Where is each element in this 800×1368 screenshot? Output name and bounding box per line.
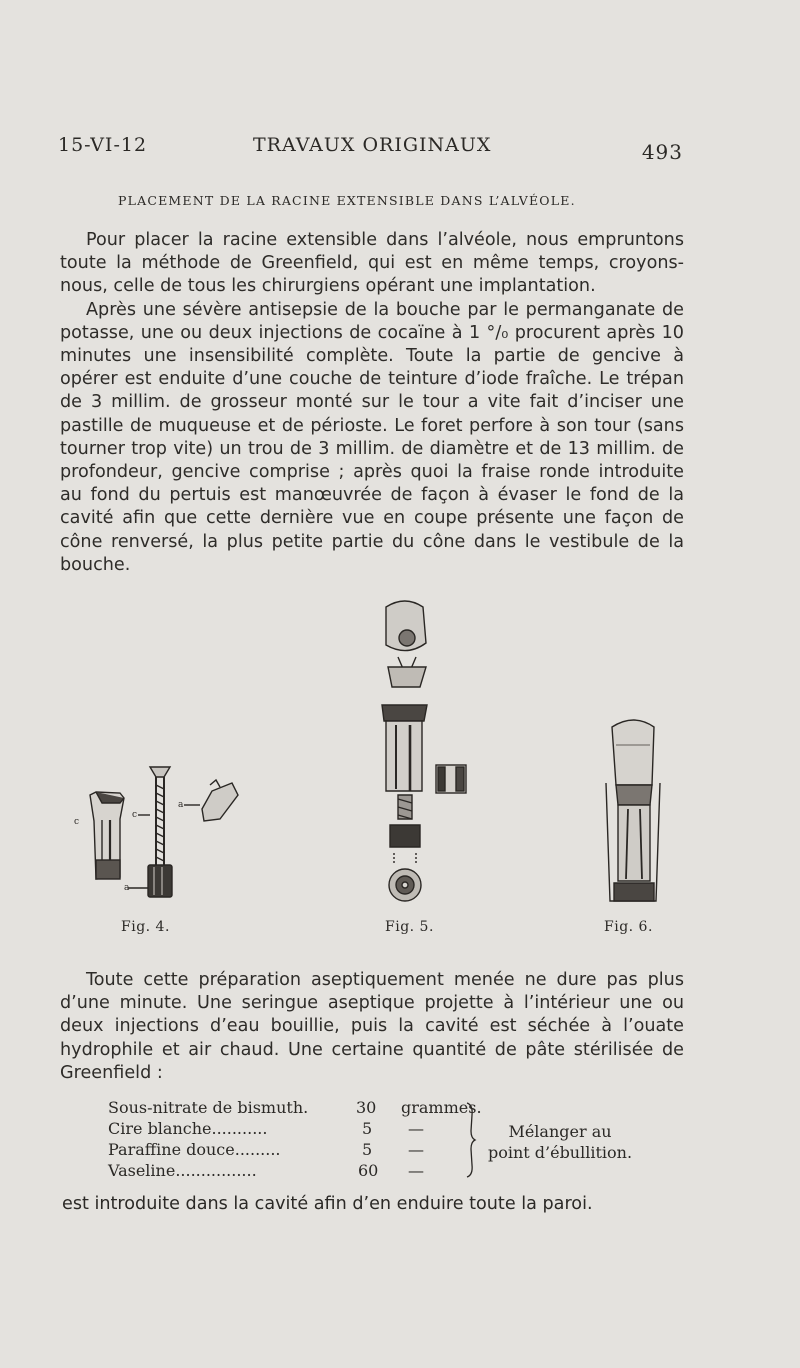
fig6-drawing	[606, 720, 660, 901]
figure-plate	[60, 595, 700, 940]
ingredient-unit: —	[408, 1161, 424, 1180]
ingredient-qty: 30	[356, 1098, 377, 1117]
recipe-row	[108, 1160, 668, 1181]
ingredient-qty: 5	[362, 1140, 373, 1159]
fig4-label-c1: c	[74, 817, 80, 827]
ingredient-unit: grammes.	[401, 1098, 482, 1117]
page-number: 493	[641, 140, 683, 164]
mixing-note-line2: point d’ébullition.	[487, 1143, 633, 1162]
ingredient-qty: 5	[362, 1119, 373, 1138]
fig5-drawing	[382, 601, 466, 901]
mixing-note-line1: Mélanger au	[508, 1122, 612, 1141]
ingredient-qty: 60	[358, 1161, 379, 1180]
issue-date: 15-VI-12	[58, 134, 148, 156]
ingredient-unit: —	[408, 1140, 424, 1159]
fig6-caption: Fig. 6.	[604, 919, 653, 935]
paragraph-2: Après une sévère antisepsie de la bouche par le permanganate de potasse, une ou deux injections de cocaïne à 1 °/₀ procurent après 10 minutes une insensibilité complète. Toute la partie de gencive à opérer est enduite d’une couche de teinture d’iode fraîche. Le trépan de 3 millim. de grosseur monté sur le tour a vite fait d’inciser une pastille de muqueuse et de périoste. Le foret perfore à son tour (sans tourner trop vite) un trou de 3 millim. de diamètre et de 13 millim. de profondeur, gencive comprise ; après quoi la fraise ronde introduite au fond du pertuis est manœuvrée de façon à évaser le fond de la cavité afin que cette dernière vue en coupe présente une façon de cône renversé, la plus petite partie du cône dans le vestibule de la bouche.	[60, 299, 684, 575]
fig4-label-a1: a	[124, 883, 130, 893]
paragraph-1: Pour placer la racine extensible dans l’alvéole, nous empruntons toute la méthode de Greenfield, qui est en même temps, croyons-nous, celle de tous les chirurgiens opérant une implantation.	[60, 230, 684, 297]
ingredient-name: Paraffine douce.........	[108, 1140, 281, 1159]
body-text-bottom	[60, 969, 684, 1085]
recipe-row	[108, 1097, 668, 1118]
section-title: PLACEMENT DE LA RACINE EXTENSIBLE DANS L’ALVÉOLE.	[118, 193, 576, 208]
running-head	[58, 134, 683, 164]
fig4-label-a2: a	[178, 800, 184, 810]
mixing-note	[480, 1121, 640, 1163]
paragraph-3: Toute cette préparation aseptiquement menée ne dure pas plus d’une minute. Une seringue aseptique projette à l’intérieur une ou deux injections d’eau bouillie, puis la cavité est séchée à l’ouate hydrophile et air chaud. Une certaine quantité de pâte stérilisée de Greenfield :	[60, 970, 684, 1083]
ingredient-name: Vaseline................	[108, 1161, 257, 1180]
closing-line: est introduite dans la cavité afin d’en enduire toute la paroi.	[62, 1194, 593, 1214]
ingredient-unit: —	[408, 1119, 424, 1138]
figure-drawings	[60, 595, 700, 940]
fig4-drawing	[90, 767, 238, 897]
journal-section: TRAVAUX ORIGINAUX	[253, 134, 492, 156]
ingredient-name: Cire blanche...........	[108, 1119, 268, 1138]
fig5-caption: Fig. 5.	[385, 919, 434, 935]
fig4-label-c2: c	[132, 810, 138, 820]
ingredient-name: Sous-nitrate de bismuth.	[108, 1098, 309, 1117]
fig4-caption: Fig. 4.	[121, 919, 170, 935]
brace-icon	[463, 1101, 477, 1179]
body-text-top	[60, 229, 684, 577]
